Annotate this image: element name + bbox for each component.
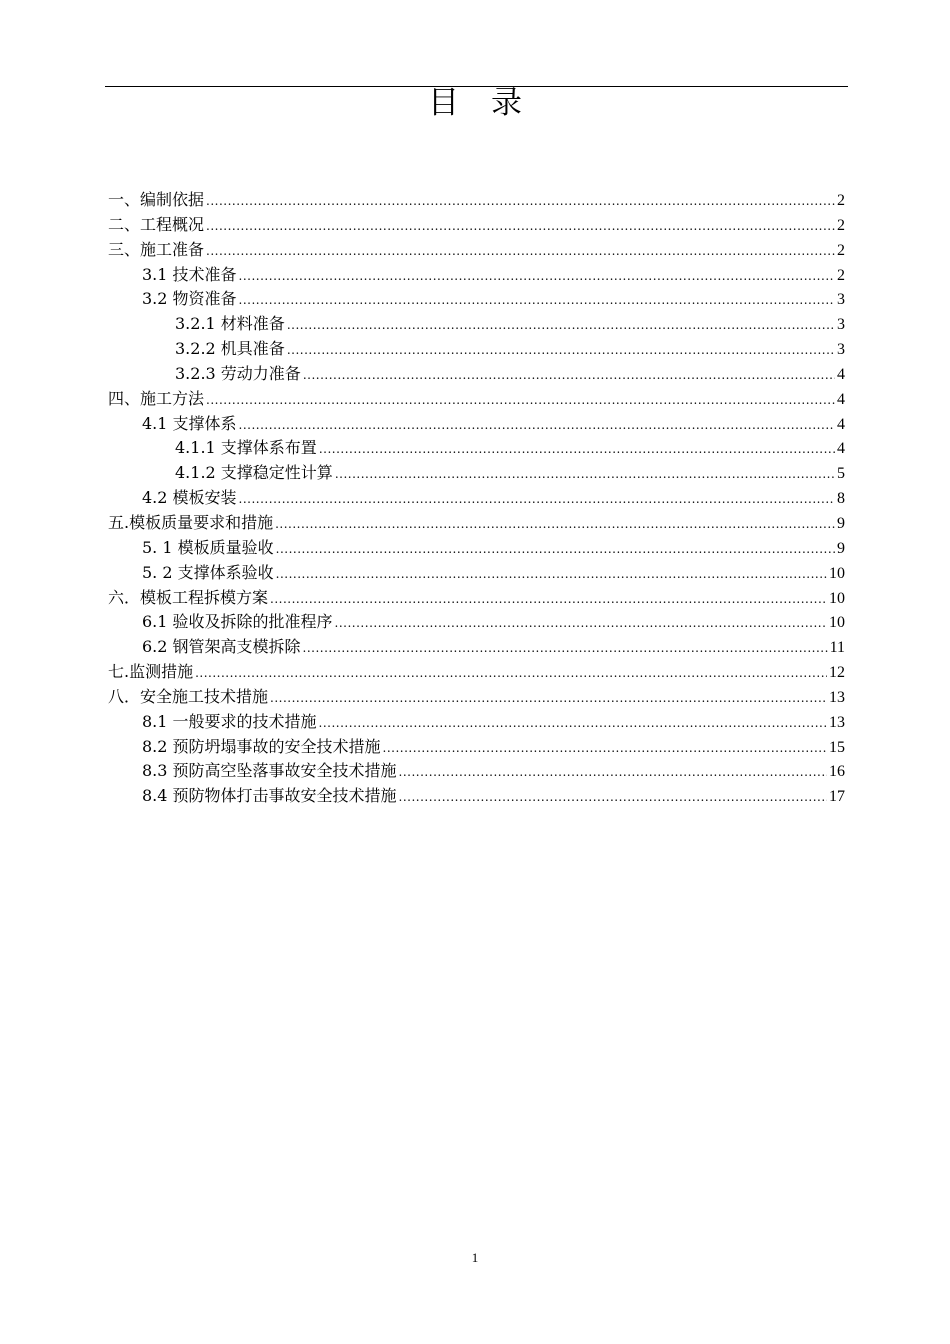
toc-entry[interactable] <box>108 461 845 486</box>
toc-leader-dots <box>239 288 835 313</box>
toc-entry-page: 2 <box>837 216 845 234</box>
toc-entry-page: 2 <box>837 192 845 209</box>
toc-leader-dots <box>206 388 835 413</box>
toc-entry[interactable] <box>108 412 845 437</box>
toc-entry-page: 3 <box>837 341 845 359</box>
toc-entry-label: 三、施工准备 <box>108 239 205 259</box>
toc-leader-dots <box>239 413 835 438</box>
toc-leader-dots <box>239 264 835 289</box>
toc-entry-label: 6.1 验收及拆除的批准程序 <box>142 612 333 632</box>
toc-entry-page: 5 <box>837 465 845 483</box>
toc-entry[interactable] <box>108 263 845 288</box>
toc-entry-label: 4.1.2 支撑稳定性计算 <box>175 463 333 483</box>
toc-entry[interactable] <box>108 238 845 263</box>
toc-entry[interactable] <box>108 610 845 635</box>
toc-leader-dots <box>195 661 827 686</box>
toc-entry-page: 10 <box>829 564 845 582</box>
toc-entry-page: 10 <box>829 614 845 632</box>
toc-entry[interactable] <box>108 759 845 784</box>
toc-entry-label: 4.1 支撑体系 <box>142 413 237 433</box>
toc-entry-label: 3.2.3 劳动力准备 <box>175 363 301 383</box>
toc-entry[interactable] <box>108 561 845 586</box>
toc-entry[interactable] <box>108 436 845 461</box>
toc-entry[interactable] <box>108 362 845 387</box>
toc-entry-page: 9 <box>837 539 845 557</box>
toc-entry-label: 二、工程概况 <box>108 214 205 234</box>
toc-entry-page: 13 <box>829 713 845 731</box>
toc-entry-label: 四、施工方法 <box>108 388 205 408</box>
toc-entry-label: 5. 2 支撑体系验收 <box>142 562 274 582</box>
toc-leader-dots <box>319 437 835 462</box>
toc-entry-page: 11 <box>829 639 845 657</box>
toc-entry[interactable] <box>108 188 845 213</box>
toc-entry[interactable] <box>108 312 845 337</box>
toc-leader-dots <box>383 736 827 761</box>
table-of-contents <box>108 188 845 809</box>
toc-entry-page: 2 <box>837 266 845 284</box>
toc-entry-page: 17 <box>829 788 845 806</box>
toc-entry[interactable] <box>108 685 845 710</box>
toc-entry-page: 3 <box>837 316 845 334</box>
toc-leader-dots <box>335 462 835 487</box>
toc-leader-dots <box>276 537 835 562</box>
toc-entry[interactable] <box>108 387 845 412</box>
toc-entry[interactable] <box>108 586 845 611</box>
toc-leader-dots <box>206 214 835 239</box>
toc-entry-label: 8.4 预防物体打击事故安全技术措施 <box>142 786 397 806</box>
toc-entry-page: 12 <box>829 664 845 682</box>
toc-leader-dots <box>270 587 827 612</box>
page-number: 1 <box>471 1250 479 1265</box>
toc-entry-label: 4.1.1 支撑体系布置 <box>175 438 317 458</box>
toc-entry-page: 3 <box>837 291 845 309</box>
toc-entry[interactable] <box>108 536 845 561</box>
toc-entry-label: 八．安全施工技术措施 <box>108 686 269 706</box>
toc-entry-page: 15 <box>829 738 845 756</box>
toc-entry-label: 5. 1 模板质量验收 <box>142 537 274 557</box>
toc-entry[interactable] <box>108 660 845 685</box>
toc-leader-dots <box>319 711 827 736</box>
toc-leader-dots <box>276 562 827 587</box>
toc-entry-label: 七.监测措施 <box>108 662 194 682</box>
toc-entry[interactable] <box>108 735 845 760</box>
toc-entry-page: 16 <box>829 763 845 781</box>
toc-entry-label: 六．模板工程拆模方案 <box>108 587 269 607</box>
toc-entry-page: 2 <box>837 241 845 259</box>
toc-entry-label: 8.1 一般要求的技术措施 <box>142 711 317 731</box>
toc-entry-page: 9 <box>837 514 845 532</box>
toc-entry-label: 一、编制依据 <box>108 190 205 209</box>
toc-entry-label: 3.2 物资准备 <box>142 289 237 309</box>
toc-leader-dots <box>303 636 828 661</box>
toc-entry[interactable] <box>108 287 845 312</box>
toc-entry[interactable] <box>108 784 845 809</box>
toc-leader-dots <box>206 189 835 214</box>
toc-entry[interactable] <box>108 635 845 660</box>
toc-entry-label: 6.2 钢管架高支模拆除 <box>142 637 301 657</box>
toc-leader-dots <box>399 785 827 810</box>
toc-leader-dots <box>275 512 835 537</box>
toc-leader-dots <box>335 611 827 636</box>
toc-entry-page: 4 <box>837 390 845 408</box>
toc-entry-label: 五.模板质量要求和措施 <box>108 512 274 532</box>
toc-leader-dots <box>303 363 835 388</box>
toc-entry-label: 3.2.2 机具准备 <box>175 339 285 359</box>
toc-entry-page: 4 <box>837 440 845 458</box>
toc-leader-dots <box>287 338 835 363</box>
toc-leader-dots <box>206 239 835 264</box>
toc-entry[interactable] <box>108 710 845 735</box>
toc-entry-page: 8 <box>837 490 845 508</box>
toc-entry-label: 8.2 预防坍塌事故的安全技术措施 <box>142 736 381 756</box>
toc-entry-label: 3.1 技术准备 <box>142 264 237 284</box>
toc-leader-dots <box>270 686 827 711</box>
toc-entry[interactable] <box>108 511 845 536</box>
toc-leader-dots <box>239 487 835 512</box>
toc-entry-page: 13 <box>829 688 845 706</box>
toc-entry-label: 3.2.1 材料准备 <box>175 314 285 334</box>
toc-entry[interactable] <box>108 213 845 238</box>
toc-entry-label: 4.2 模板安装 <box>142 488 237 508</box>
toc-leader-dots <box>399 760 827 785</box>
toc-entry-label: 8.3 预防高空坠落事故安全技术措施 <box>142 761 397 781</box>
toc-entry-page: 4 <box>837 365 845 383</box>
toc-entry[interactable] <box>108 486 845 511</box>
toc-entry-page: 10 <box>829 589 845 607</box>
page-title: 目录 <box>428 85 554 121</box>
toc-entry[interactable] <box>108 337 845 362</box>
toc-leader-dots <box>287 313 835 338</box>
toc-entry-page: 4 <box>837 415 845 433</box>
